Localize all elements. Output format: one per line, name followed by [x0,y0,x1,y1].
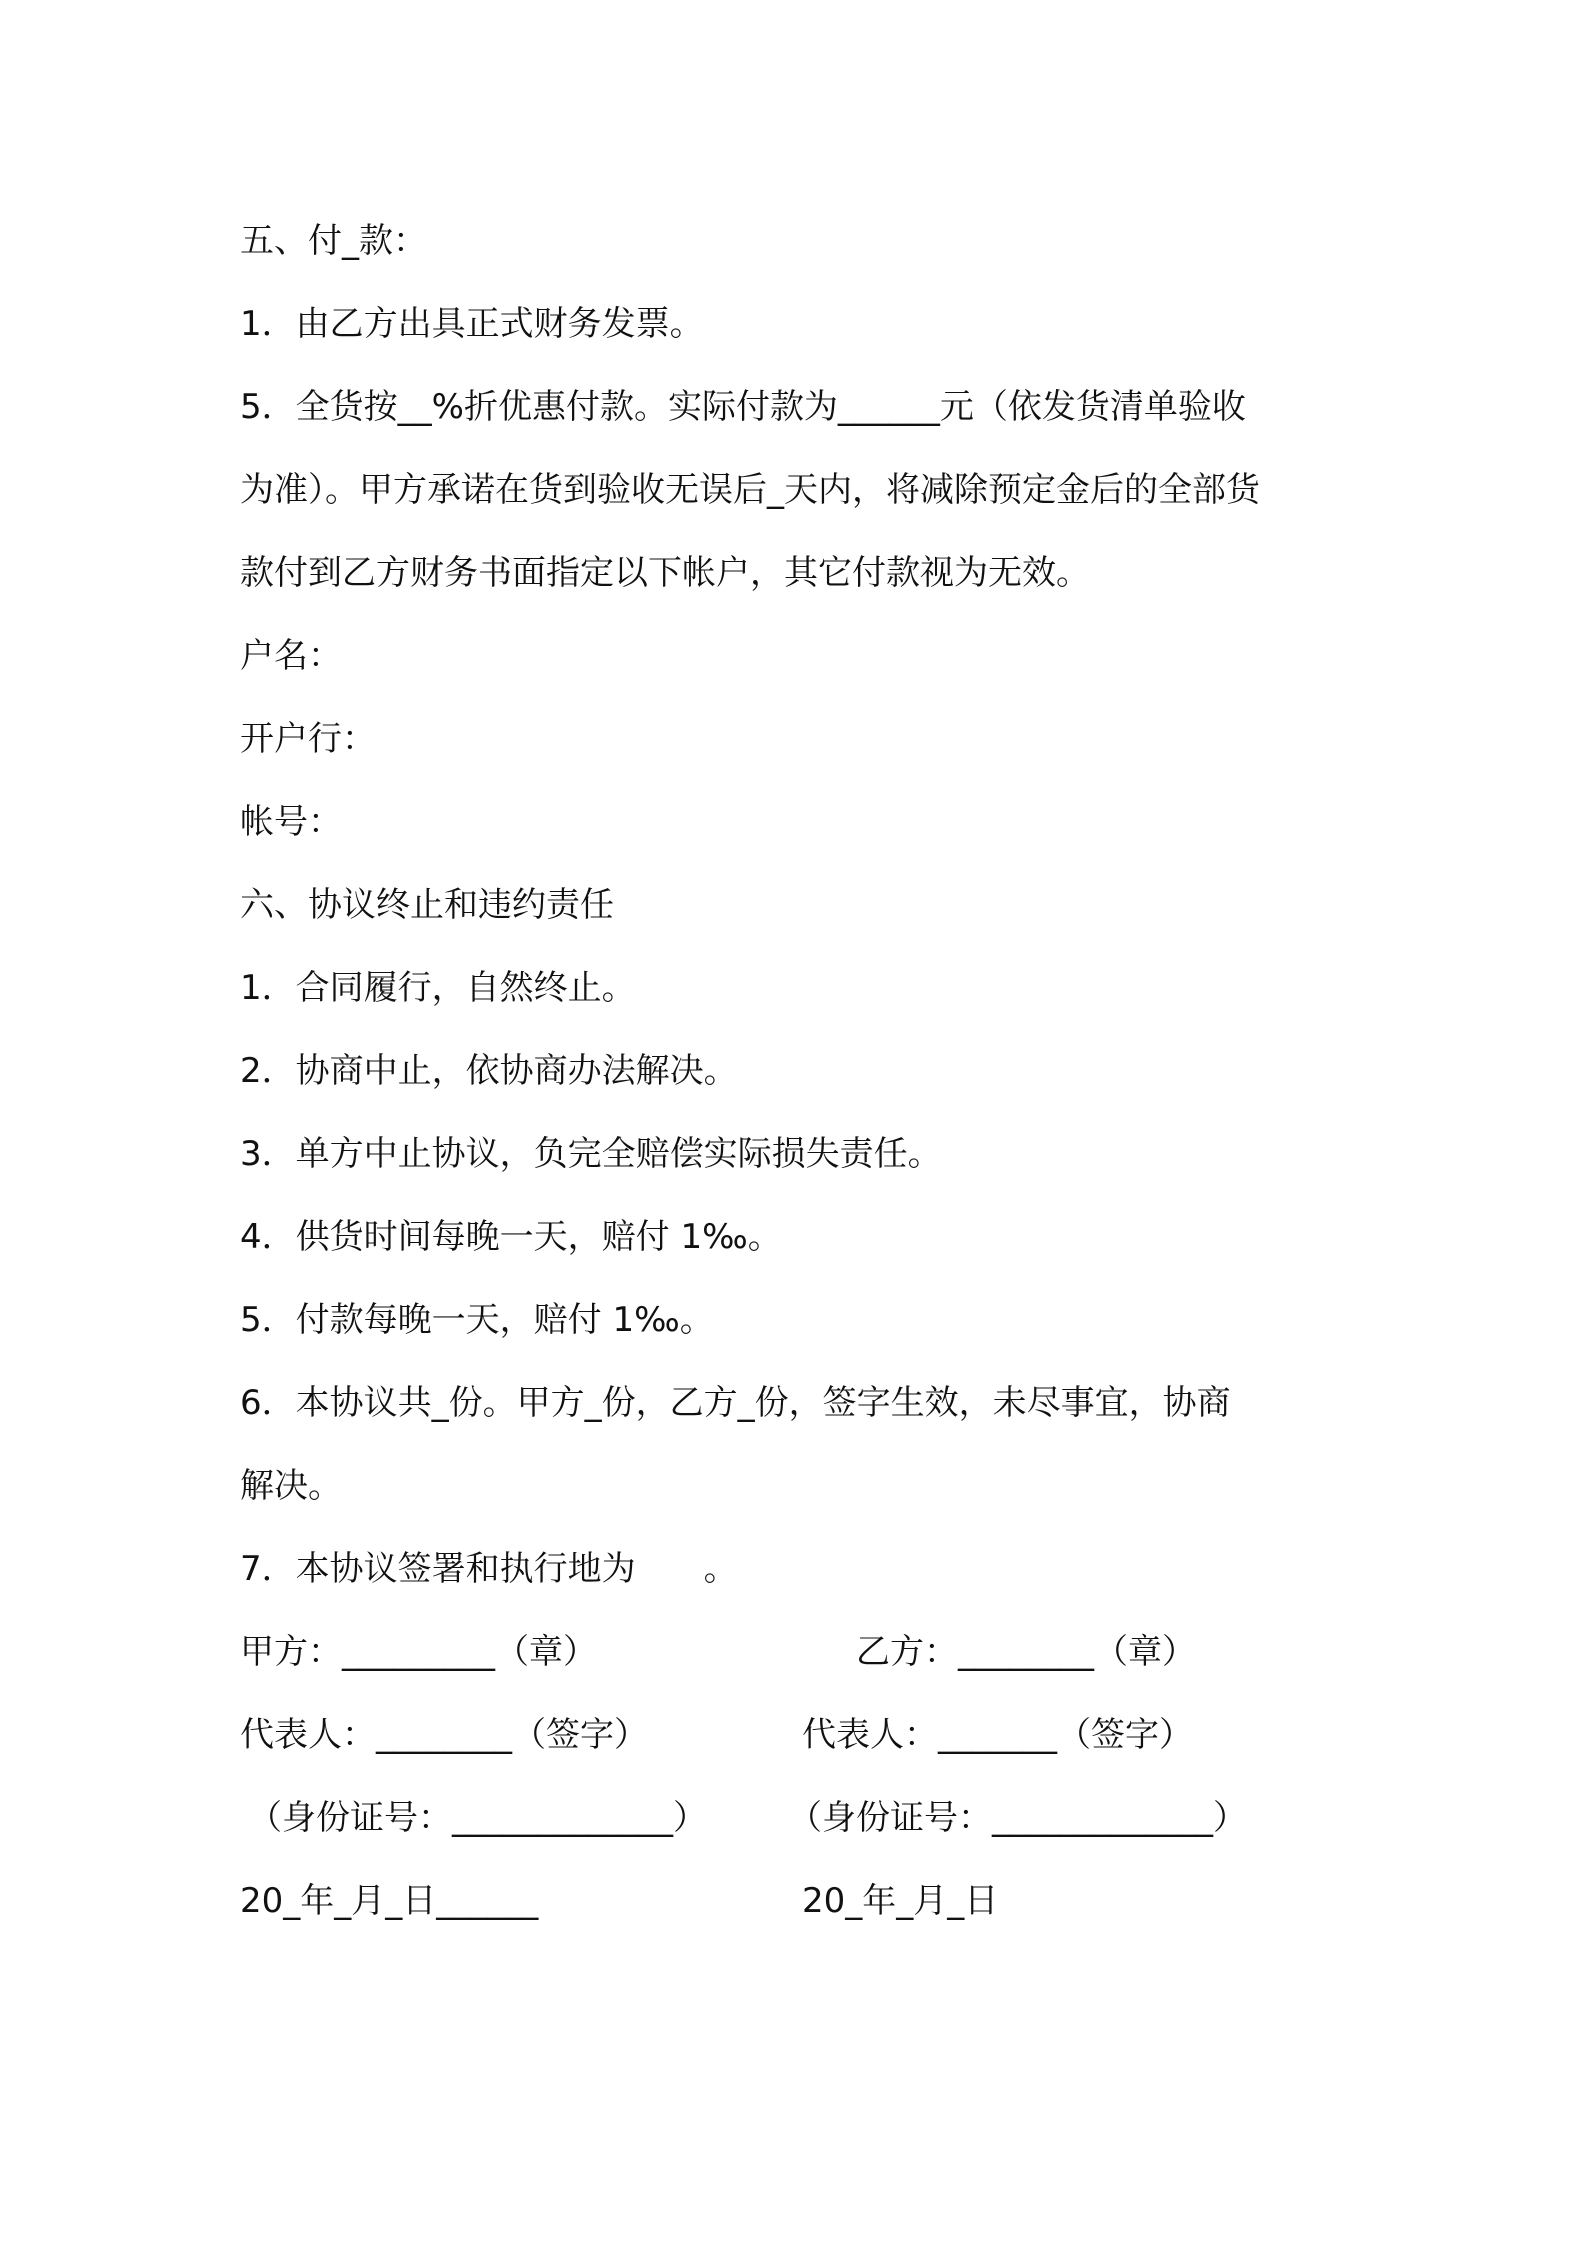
section-6-item-1: 1．合同履行，自然终止。 [240,968,636,1008]
signature-row-id [240,1777,1360,1860]
document-body [240,200,1360,1943]
party-a-id-number: （身份证号：_____________） [248,1798,707,1838]
party-a-representative: 代表人：________（签字） [240,1715,648,1755]
bank-label: 开户行： [240,719,376,759]
section-6-item-6-line-1: 6．本协议共_份。甲方_份，乙方_份，签字生效，未尽事宜，协商 [240,1383,1231,1423]
section-5-item-5-line-1: 5．全货按__%折优惠付款。实际付款为______元（依发货清单验收 [240,387,1246,427]
section-6-heading: 六、协议终止和违约责任 [240,885,614,925]
account-name-label: 户名： [240,636,342,676]
party-a-date: 20_年_月_日______ [240,1881,539,1921]
section-5-item-5-line-3: 款付到乙方财务书面指定以下帐户，其它付款视为无效。 [240,553,1090,593]
section-6-item-3: 3．单方中止协议，负完全赔偿实际损失责任。 [240,1134,942,1174]
signature-row-party [240,1611,1360,1694]
party-b-representative: 代表人：_______（签字） [802,1715,1193,1755]
section-5-heading: 五、付_款： [240,221,427,261]
signature-row-representative [240,1694,1360,1777]
party-a-signature: 甲方：_________（章） [240,1632,597,1672]
party-b-signature: 乙方：________（章） [856,1632,1196,1672]
section-6-item-4: 4．供货时间每晚一天，赔付 1‰。 [240,1217,782,1257]
section-5-item-5-line-2: 为准）。甲方承诺在货到验收无误后_天内，将减除预定金后的全部货 [240,470,1260,510]
account-number-label: 帐号： [240,802,342,842]
section-6-item-2: 2．协商中止，依协商办法解决。 [240,1051,738,1091]
signature-row-date [240,1860,1360,1943]
section-6-item-5: 5．付款每晚一天，赔付 1‰。 [240,1300,714,1340]
party-b-id-number: （身份证号：_____________） [788,1798,1247,1838]
section-6-item-7: 7．本协议签署和执行地为 。 [240,1549,738,1589]
party-b-date: 20_年_月_日 [802,1881,999,1921]
section-6-item-6-line-2: 解决。 [240,1466,342,1506]
section-5-item-1: 1．由乙方出具正式财务发票。 [240,304,704,344]
